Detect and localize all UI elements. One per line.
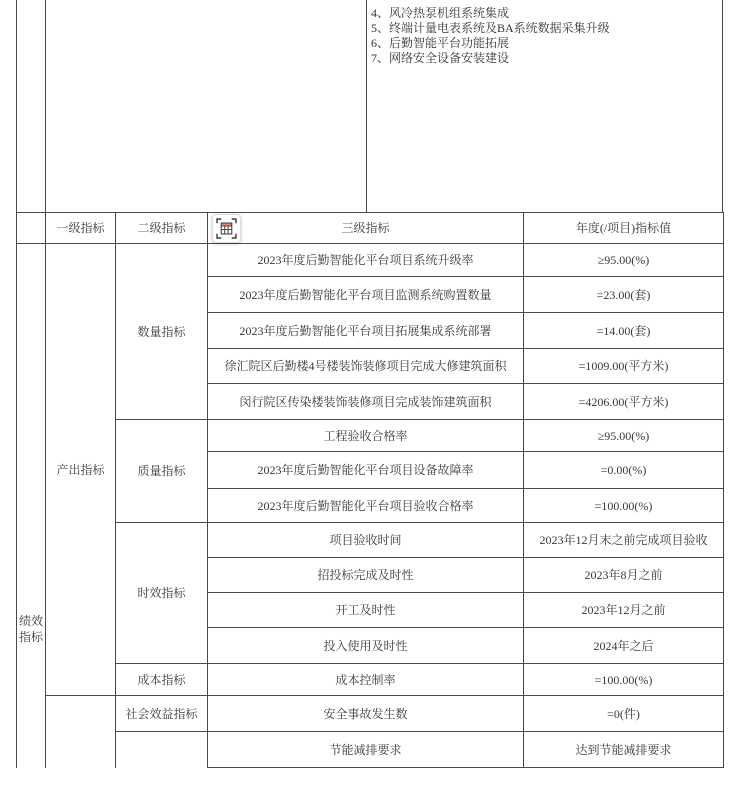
value-cell: 2023年8月之前 [524,558,724,593]
table-select-button[interactable] [212,214,241,243]
indicator-cell: 招投标完成及时性 [208,558,524,593]
value-cell: =23.00(套) [524,277,724,313]
group-label: 绩效指标 [18,614,43,644]
level1-cell-benefit [46,696,116,768]
value-cell: =0(件) [524,696,724,732]
value-cell: ≥95.00(%) [524,244,724,277]
list-item: 6、后勤智能平台功能拓展 [371,36,510,50]
value-cell: =14.00(套) [524,313,724,349]
upper-table-border-right [722,0,723,212]
list-item: 4、风冷热泵机组系统集成 [371,6,510,20]
value-cell: =4206.00(平方米) [524,384,724,420]
header-cell-value: 年度(/项目)指标值 [524,213,724,244]
level2-cell-cost: 成本指标 [116,664,208,696]
indicator-cell: 2023年度后勤智能化平台项目系统升级率 [208,244,524,277]
indicator-cell: 2023年度后勤智能化平台项目验收合格率 [208,489,524,523]
value-cell: 达到节能减排要求 [524,732,724,768]
value-cell: 2023年12月之前 [524,593,724,628]
level2-cell-timeliness: 时效指标 [116,523,208,664]
indicator-table [16,212,724,768]
indicator-cell: 安全事故发生数 [208,696,524,732]
level2-cell-quantity: 数量指标 [116,244,208,420]
value-cell: 2024年之后 [524,628,724,664]
indicator-cell: 2023年度后勤智能化平台项目设备故障率 [208,452,524,489]
indicator-cell: 投入使用及时性 [208,628,524,664]
value-cell: =0.00(%) [524,452,724,489]
group-cell-performance [17,244,46,768]
level2-cell-next [116,732,208,768]
value-cell: =100.00(%) [524,664,724,696]
header-cell-empty [17,213,46,244]
value-cell: =1009.00(平方米) [524,349,724,384]
indicator-cell: 2023年度后勤智能化平台项目拓展集成系统部署 [208,313,524,349]
list-item: 7、网络安全设备安装建设 [371,51,510,65]
indicator-cell: 开工及时性 [208,593,524,628]
indicator-cell: 工程验收合格率 [208,420,524,452]
upper-table-border-col1 [45,0,46,212]
value-cell: 2023年12月末之前完成项目验收 [524,523,724,558]
indicator-cell: 闵行院区传染楼装饰装修项目完成装饰建筑面积 [208,384,524,420]
upper-table-border-col2 [366,0,367,212]
level2-cell-quality: 质量指标 [116,420,208,523]
header-cell-level3: 三级指标 [208,213,524,244]
header-cell-level1: 一级指标 [46,213,116,244]
indicator-cell: 成本控制率 [208,664,524,696]
upper-table-border-left [16,0,17,212]
value-cell: =100.00(%) [524,489,724,523]
indicator-cell: 2023年度后勤智能化平台项目监测系统购置数量 [208,277,524,313]
indicator-cell: 徐汇院区后勤楼4号楼装饰装修项目完成大修建筑面积 [208,349,524,384]
project-content-list [371,6,719,66]
level2-cell-social: 社会效益指标 [116,696,208,732]
header-cell-level2: 二级指标 [116,213,208,244]
level1-cell-output: 产出指标 [46,244,116,696]
value-cell: ≥95.00(%) [524,420,724,452]
indicator-cell: 节能减排要求 [208,732,524,768]
list-item: 5、终端计量电表系统及BA系统数据采集升级 [371,21,610,35]
indicator-cell: 项目验收时间 [208,523,524,558]
table-select-icon [216,218,237,239]
